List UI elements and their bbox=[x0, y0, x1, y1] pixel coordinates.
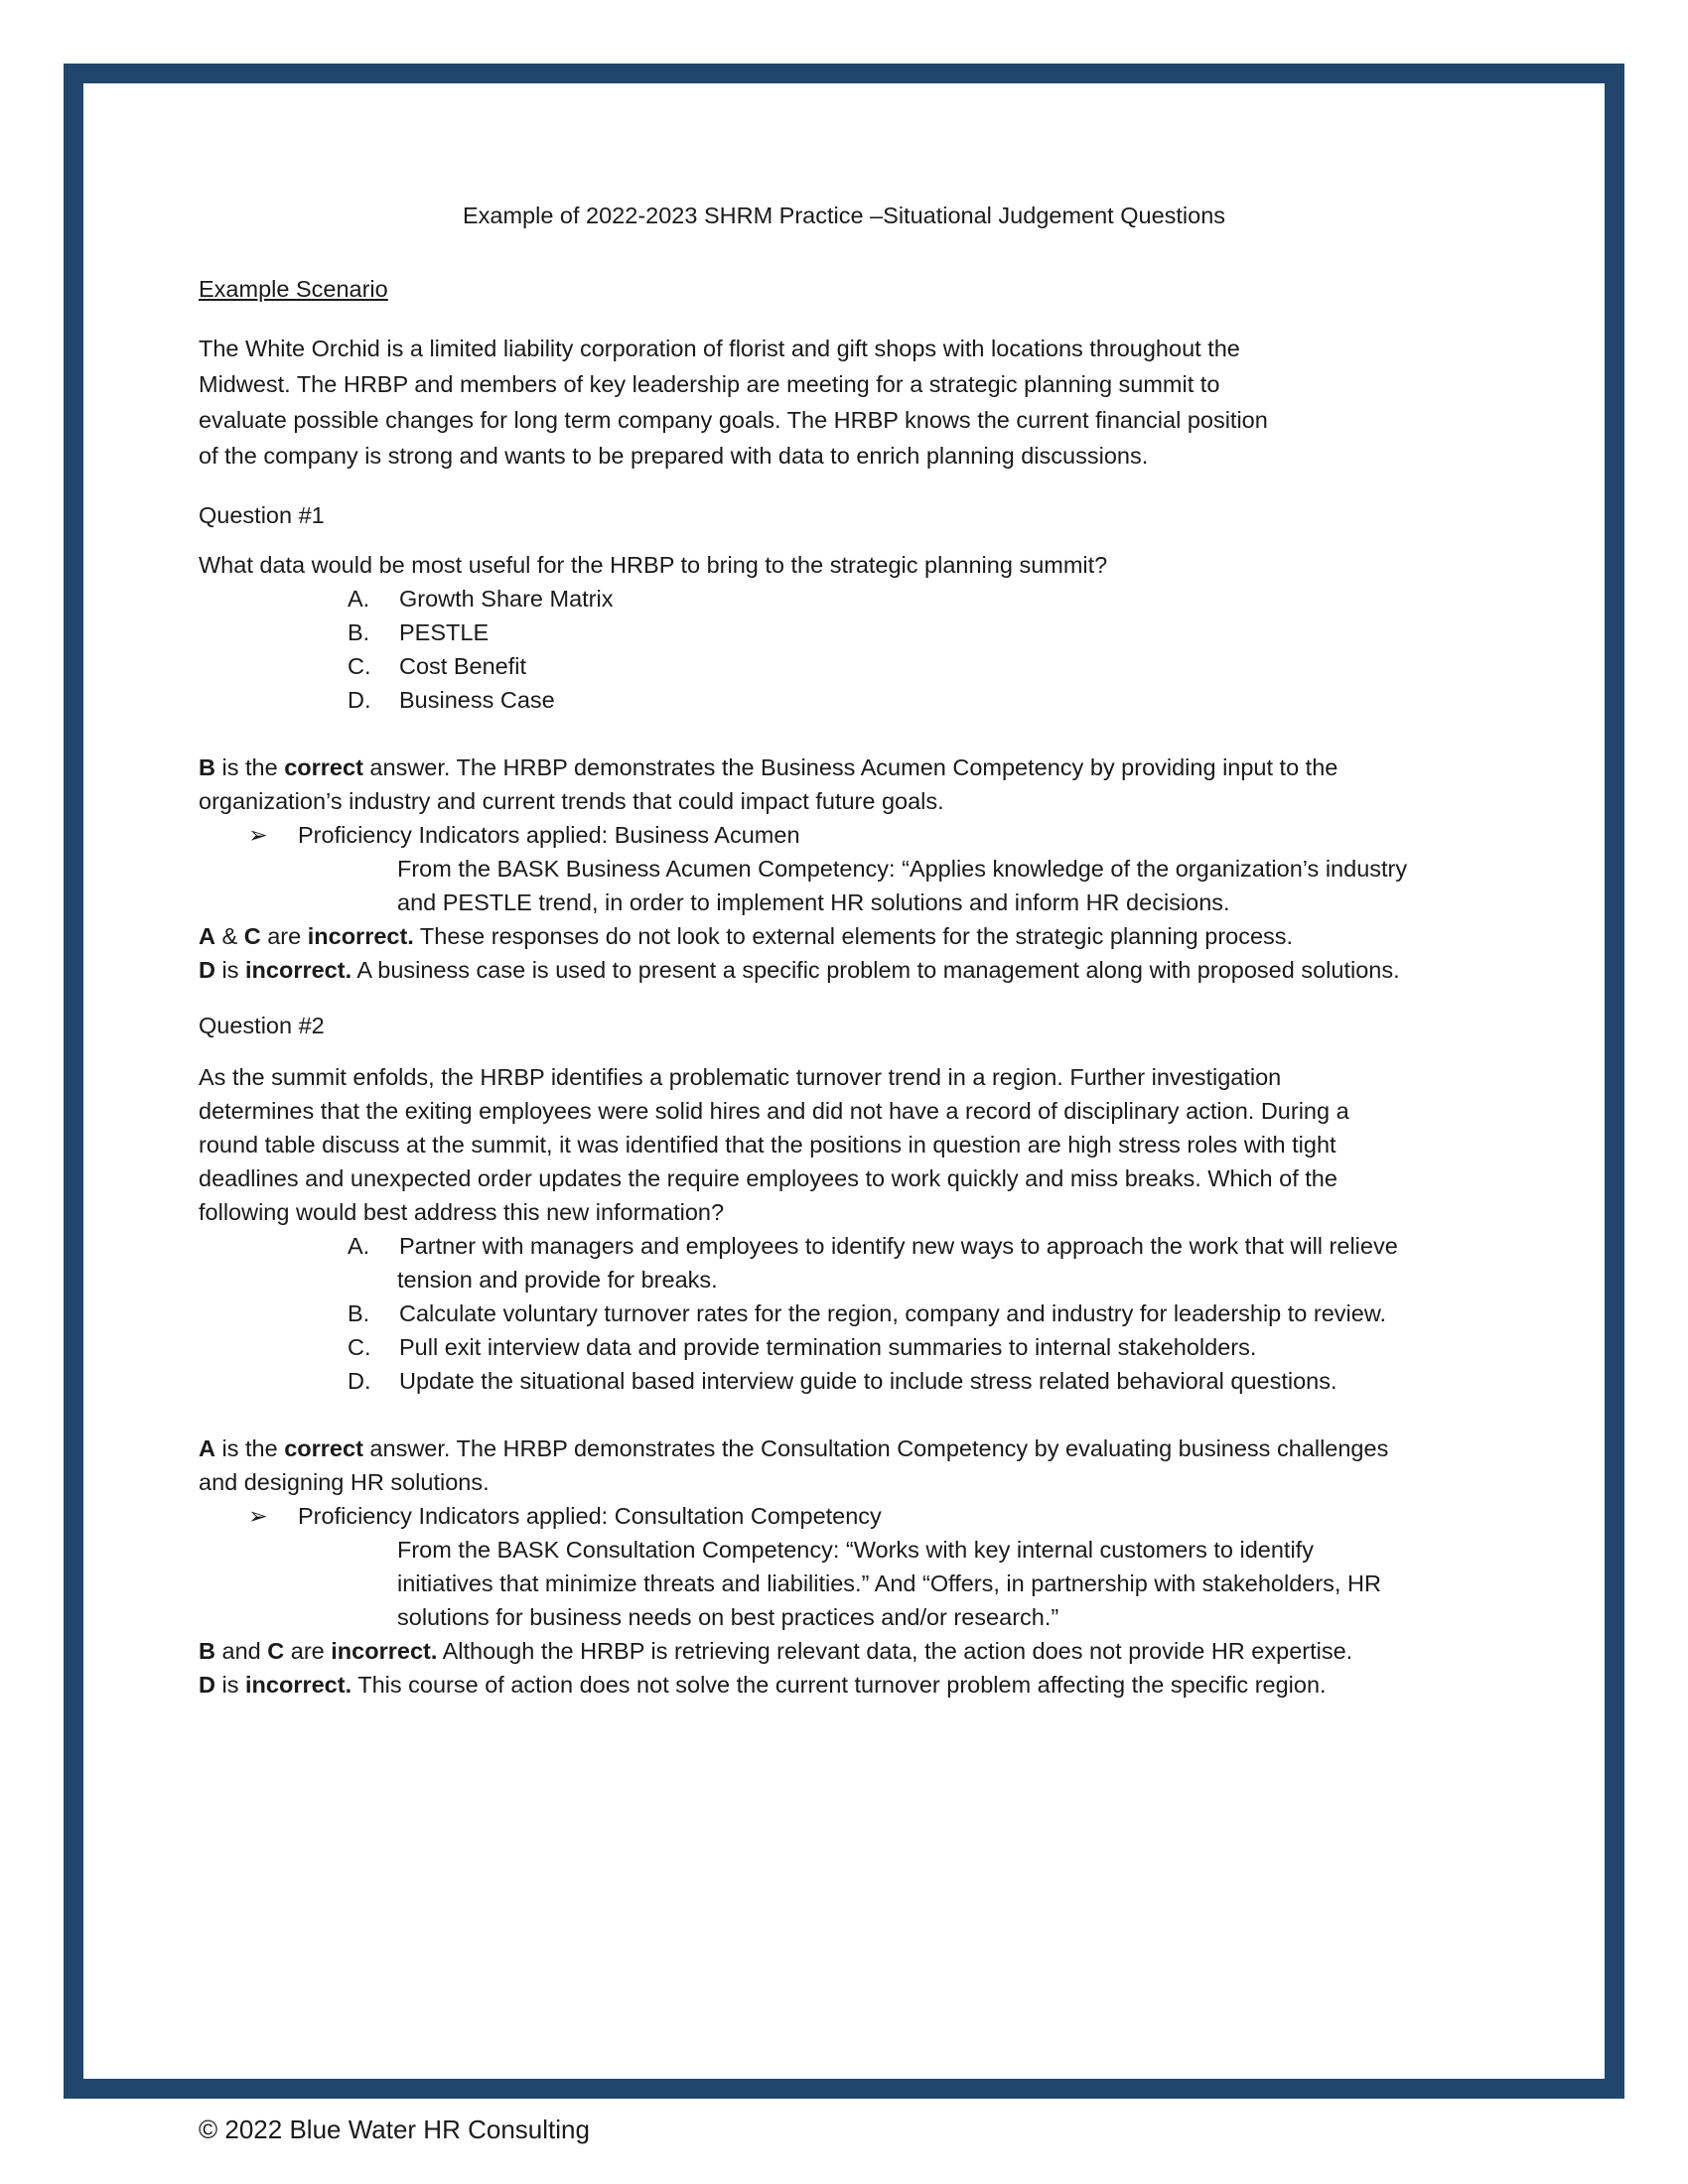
q2-answer-line: and designing HR solutions. bbox=[199, 1469, 490, 1495]
q2-bask-quote: initiatives that minimize threats and liabilities.” And “Offers, in partnership with stakeholders, HR bbox=[397, 1570, 1381, 1596]
arrow-bullet-icon: ➢ bbox=[248, 1503, 268, 1529]
q2-prompt-line: round table discuss at the summit, it was identified that the positions in question are high stress roles with tight bbox=[199, 1132, 1336, 1158]
copyright-footer: © 2022 Blue Water HR Consulting bbox=[199, 2115, 590, 2144]
question-1-heading: Question #1 bbox=[199, 502, 325, 528]
q2-option-b: B. Calculate voluntary turnover rates for the region, company and industry for leadership to review. bbox=[348, 1300, 1387, 1326]
q1-answer-line: B is the correct answer. The HRBP demonstrates the Business Acumen Competency by providing input to the bbox=[199, 754, 1338, 780]
q2-prompt-line: following would best address this new information? bbox=[199, 1199, 725, 1225]
q1-incorrect-ac: A & C are incorrect. These responses do not look to external elements for the strategic planning process. bbox=[199, 923, 1294, 949]
scenario-heading: Example Scenario bbox=[199, 276, 388, 302]
q2-option-a: A. Partner with managers and employees to identify new ways to approach the work that will relieve bbox=[348, 1233, 1398, 1259]
q2-answer-line: A is the correct answer. The HRBP demonstrates the Consultation Competency by evaluating business challenges bbox=[199, 1435, 1389, 1461]
q1-indicator: ➢ Proficiency Indicators applied: Business Acumen bbox=[248, 818, 800, 852]
q2-indicator: ➢ Proficiency Indicators applied: Consultation Competency bbox=[248, 1499, 882, 1533]
scenario-line: evaluate possible changes for long term company goals. The HRBP knows the current financial position bbox=[199, 407, 1268, 433]
q2-incorrect-bc: B and C are incorrect. Although the HRBP is retrieving relevant data, the action does not provide HR expertise. bbox=[199, 1638, 1353, 1664]
q1-option-b: B. PESTLE bbox=[348, 619, 490, 645]
q2-bask-quote: From the BASK Consultation Competency: “Works with key internal customers to identify bbox=[397, 1537, 1314, 1563]
q1-option-c: C. Cost Benefit bbox=[348, 653, 527, 679]
q2-prompt-line: determines that the exiting employees were solid hires and did not have a record of disciplinary action. During a bbox=[199, 1098, 1349, 1124]
q1-option-d: D. Business Case bbox=[348, 687, 555, 713]
q2-option-a-cont: tension and provide for breaks. bbox=[397, 1267, 718, 1293]
q1-bask-quote: From the BASK Business Acumen Competency: “Applies knowledge of the organization’s industry bbox=[397, 856, 1408, 882]
q1-option-a: A. Growth Share Matrix bbox=[348, 586, 614, 612]
page-title: Example of 2022-2023 SHRM Practice –Situational Judgement Questions bbox=[462, 203, 1226, 228]
q2-incorrect-d: D is incorrect. This course of action does not solve the current turnover problem affecting the specific region. bbox=[199, 1672, 1327, 1698]
q2-prompt-line: As the summit enfolds, the HRBP identifies a problematic turnover trend in a region. Further investigation bbox=[199, 1064, 1282, 1090]
q2-prompt-line: deadlines and unexpected order updates the require employees to work quickly and miss breaks. Which of the bbox=[199, 1165, 1337, 1191]
q1-answer-line: organization’s industry and current trends that could impact future goals. bbox=[199, 788, 944, 814]
question-1-prompt: What data would be most useful for the HRBP to bring to the strategic planning summit? bbox=[199, 552, 1108, 578]
q2-option-c: C. Pull exit interview data and provide termination summaries to internal stakeholders. bbox=[348, 1334, 1257, 1360]
arrow-bullet-icon: ➢ bbox=[248, 822, 268, 848]
scenario-line: Midwest. The HRBP and members of key leadership are meeting for a strategic planning summit to bbox=[199, 371, 1220, 397]
q2-option-d: D. Update the situational based interview guide to include stress related behavioral questions. bbox=[348, 1368, 1337, 1394]
scenario-line: of the company is strong and wants to be prepared with data to enrich planning discussions. bbox=[199, 443, 1149, 469]
scenario-line: The White Orchid is a limited liability corporation of florist and gift shops with locations throughout the bbox=[199, 336, 1240, 361]
q2-bask-quote: solutions for business needs on best practices and/or research.” bbox=[397, 1604, 1059, 1630]
q1-bask-quote: and PESTLE trend, in order to implement HR solutions and inform HR decisions. bbox=[397, 889, 1230, 915]
question-2-heading: Question #2 bbox=[199, 1013, 325, 1038]
q1-incorrect-d: D is incorrect. A business case is used to present a specific problem to management along with proposed solutions. bbox=[199, 957, 1400, 983]
